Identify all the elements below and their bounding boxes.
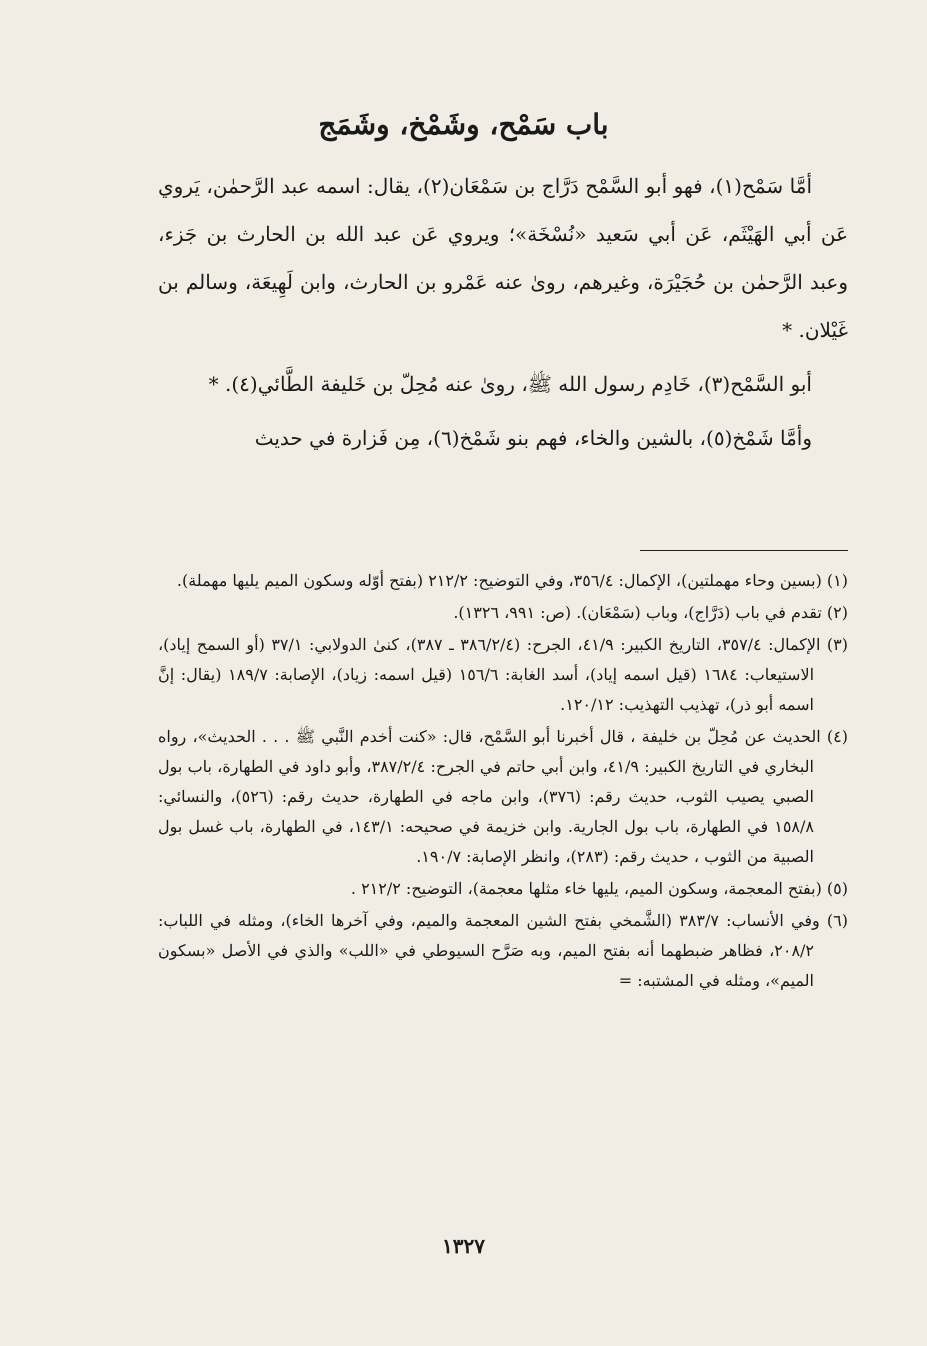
footnote: (٤) الحديث عن مُحِلّ بن خليفة ، قال أخبرنا أبو السَّمْح، قال: «كنت أخدم النَّبي ﷺ . . . الحديث»، رواه البخاري في التاريخ الكبير: ٤١/٩، وابن أبي حاتم في الجرح: ٣٨٧/٢/٤، وأبو داود في الطهارة، باب بول الصبي يصيب الثوب، حديث رقم: (٣٧٦)، وابن ماجه في الطهارة، حديث رقم: (٥٢٦)، والنسائي: ١٥٨/٨ في الطهارة، باب بول الجارية. وابن خزيمة في صحيحه: ١٤٣/١، في الطهارة، باب غسل بول الصبية من الثوب ، حديث رقم: (٢٨٣)، وانظر الإصابة: ١٩٠/٧.: [158, 727, 848, 866]
main-text: [158, 162, 848, 468]
paragraph: أمَّا سَمْح(١)، فهو أبو السَّمْح دَرَّاج بن سَمْعَان(٢)، يقال: اسمه عبد الرَّحمٰن، يَروي عَن أبي الهَيْثَم، عَن أبي سَعيد «نُسْخَة»؛ ويروي عَن عبد الله بن الحارث بن جَزء، وعبد الرَّحمٰن بن حُجَيْرَة، وغيرهم، روىٰ عنه عَمْرو بن الحارث، وابن لَهِيعَة، وسالم بن غَيْلان. *: [158, 174, 848, 342]
footnote: (٢) تقدم في باب (دَرَّاج)، وباب (سَمْعَان). (ص: ٩٩١، ١٣٢٦).: [453, 603, 848, 622]
footnote: (١) (بسين وحاء مهملتين)، الإكمال: ٣٥٦/٤، وفي التوضيح: ٢١٢/٢ (بفتح أوّله وسكون الميم يليها مهملة).: [176, 571, 848, 590]
page-number: ١٣٢٧: [442, 1234, 485, 1258]
footnote: (٥) (بفتح المعجمة، وسكون الميم، يليها خاء مثلها معجمة)، التوضيح: ٢١٢/٢ .: [350, 879, 848, 898]
paragraph: وأمَّا شَمْخ(٥)، بالشين والخاء، فهم بنو شَمْخ(٦)، مِن فَزارة في حديث: [254, 426, 812, 450]
footnotes: [158, 566, 848, 998]
chapter-title: باب سَمْح، وشَمْخ، وشَمَج: [318, 108, 609, 141]
footnote: (٦) وفي الأنساب: ٣٨٣/٧ (الشَّمخي بفتح الشين المعجمة والميم، وفي آخرها الخاء)، ومثله في اللباب: ٢٠٨/٢، فظاهر ضبطهما أنه بفتح الميم، وبه صَرَّح السيوطي في «اللب» والذي في الأصل «بسكون الميم»، ومثله في المشتبه: =: [158, 911, 848, 990]
paragraph: أبو السَّمْح(٣)، خَادِم رسول الله ﷺ، روىٰ عنه مُحِلّ بن خَليفة الطَّائي(٤). *: [208, 372, 812, 396]
footnote: (٣) الإكمال: ٣٥٧/٤، التاريخ الكبير: ٤١/٩، الجرح: (٣٨٦/٢/٤ ـ ٣٨٧)، كنىٰ الدولابي: ٣٧/١ (أو السمح إياد)، الاستيعاب: ١٦٨٤ (قيل اسمه إياد)، أسد الغابة: ١٥٦/٦ (قيل اسمه: زياد)، الإصابة: ١٨٩/٧ (يقال: إنَّ اسمه أبو ذر)، تهذيب التهذيب: ١٢٠/١٢.: [158, 635, 848, 714]
footnote-separator: [640, 550, 848, 551]
